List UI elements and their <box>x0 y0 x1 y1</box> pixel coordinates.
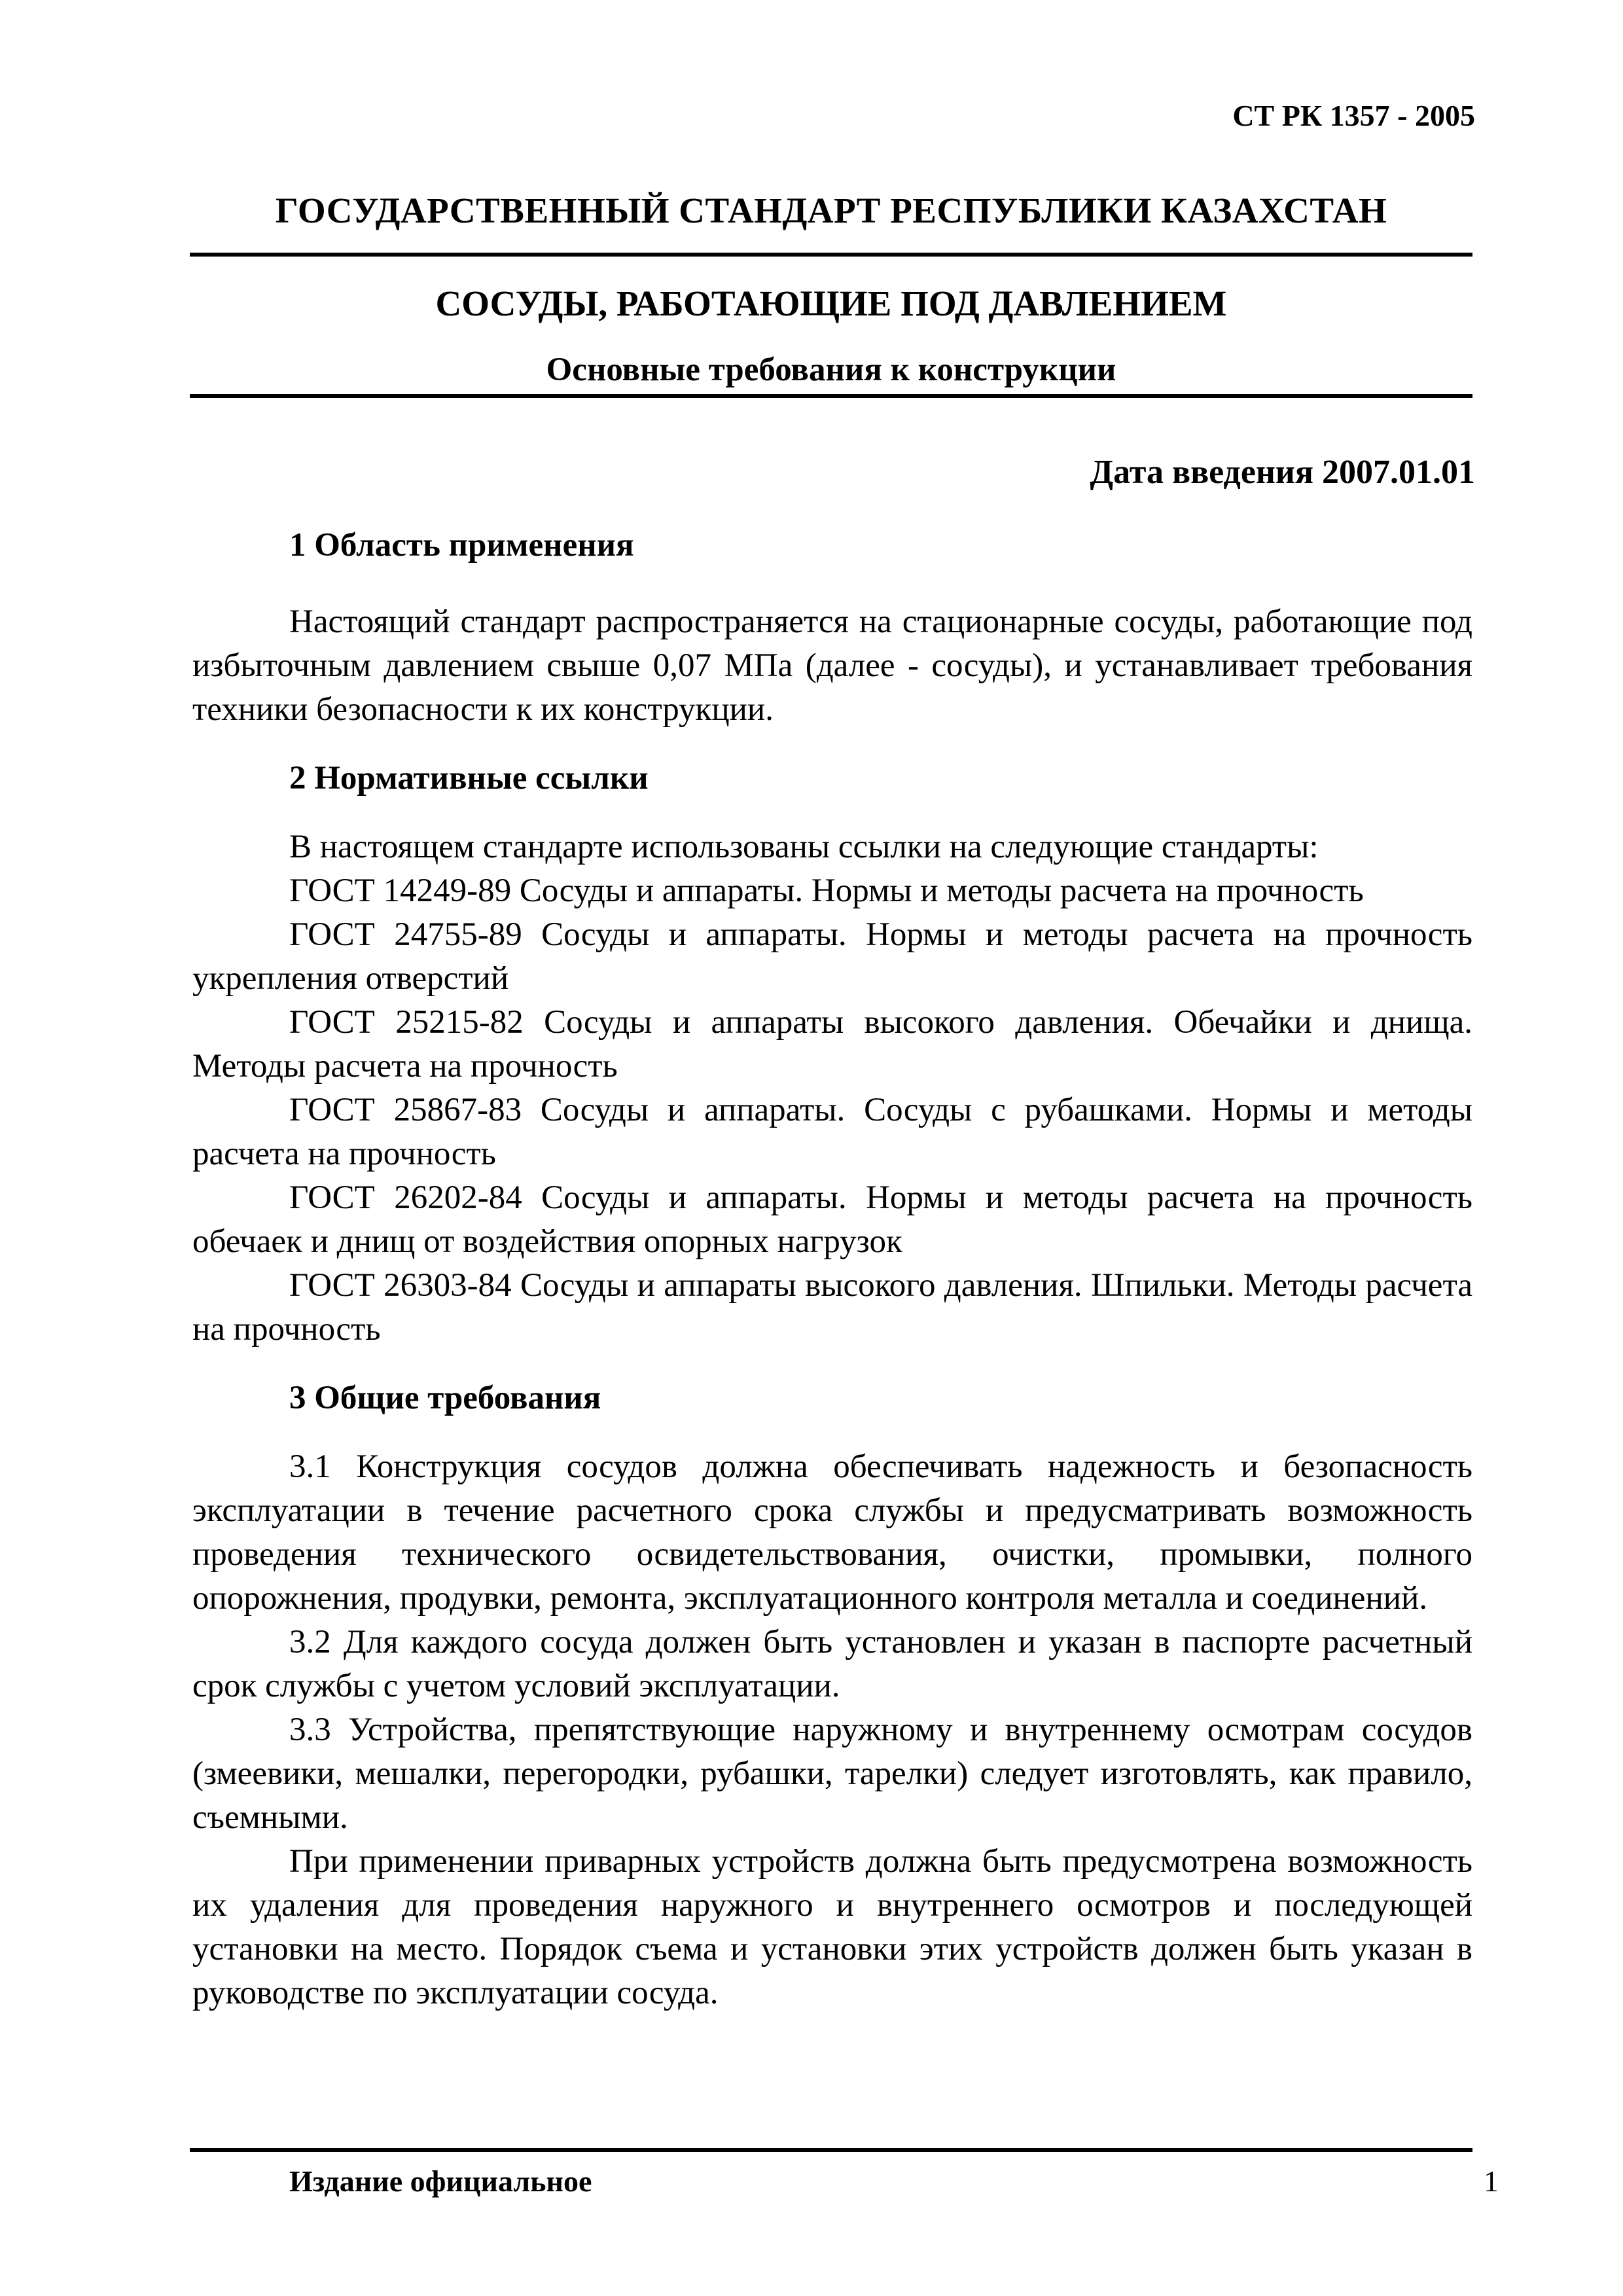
document-subtitle: Основные требования к конструкции <box>546 351 1116 388</box>
header-rule-top <box>190 253 1472 257</box>
section-heading-scope: 1 Область применения <box>289 527 634 564</box>
page-number: 1 <box>1484 2164 1499 2198</box>
standard-title: ГОСУДАРСТВЕННЫЙ СТАНДАРТ РЕСПУБЛИКИ КАЗАХСТАН <box>275 190 1387 230</box>
references-intro: В настоящем стандарте использованы ссылки на следующие стандарты: <box>289 829 1319 865</box>
introduction-date: Дата введения 2007.01.01 <box>1090 454 1475 491</box>
section-heading-general: 3 Общие требования <box>289 1380 601 1416</box>
requirement-paragraph: 3.2 Для каждого сосуда должен быть установлен и указан в паспорте расчетный срок службы с учетом условий эксплуатации. <box>192 1624 1472 1704</box>
requirement-paragraph: При применении приварных устройств должна быть предусмотрена возможность их удаления для проведения наружного и внутреннего осмотров и последующей установки на место. Порядок съема и установки этих устройств должен быть указан в руководстве по эксплуатации сосуда. <box>192 1843 1472 2011</box>
reference-item: ГОСТ 25215-82 Сосуды и аппараты высокого давления. Обечайки и днища. Методы расчета на прочность <box>192 1004 1472 1085</box>
footer-rule <box>190 2148 1472 2152</box>
spacer <box>192 1420 1472 1445</box>
reference-item: ГОСТ 25867-83 Сосуды и аппараты. Сосуды с рубашками. Нормы и методы расчета на прочность <box>192 1092 1472 1172</box>
document-title: СОСУДЫ, РАБОТАЮЩИЕ ПОД ДАВЛЕНИЕМ <box>435 283 1227 323</box>
document-code: СТ РК 1357 - 2005 <box>1232 99 1475 132</box>
spacer <box>192 800 1472 825</box>
section-paragraph: Настоящий стандарт распространяется на стационарные сосуды, работающие под избыточным давлением свыше 0,07 МПа (далее - сосуды), и устанавливает требования техники безопасности к их конструкции. <box>192 603 1472 728</box>
footer-edition-label: Издание официальное <box>289 2164 592 2198</box>
document-body <box>192 524 1472 2015</box>
header-rule-bottom <box>190 394 1472 398</box>
requirement-paragraph: 3.1 Конструкция сосудов должна обеспечивать надежность и безопасность эксплуатации в течение расчетного срока службы и предусматривать возможность проведения технического освидетельствования, очистки, промывки, полного опорожнения, продувки, ремонта, эксплуатационного контроля металла и соединений. <box>192 1448 1472 1617</box>
spacer <box>192 1352 1472 1376</box>
spacer <box>192 732 1472 757</box>
reference-item: ГОСТ 26303-84 Сосуды и аппараты высокого давления. Шпильки. Методы расчета на прочность <box>192 1267 1472 1348</box>
spacer <box>192 567 1472 600</box>
reference-item: ГОСТ 26202-84 Сосуды и аппараты. Нормы и методы расчета на прочность обечаек и днищ от воздействия опорных нагрузок <box>192 1179 1472 1260</box>
reference-item: ГОСТ 14249-89 Сосуды и аппараты. Нормы и методы расчета на прочность <box>289 872 1364 909</box>
section-heading-references: 2 Нормативные ссылки <box>289 760 649 797</box>
reference-item: ГОСТ 24755-89 Сосуды и аппараты. Нормы и методы расчета на прочность укрепления отверстий <box>192 916 1472 997</box>
requirement-paragraph: 3.3 Устройства, препятствующие наружному и внутреннему осмотрам сосудов (змеевики, мешалки, перегородки, рубашки, тарелки) следует изготовлять, как правило, съемными. <box>192 1712 1472 1836</box>
